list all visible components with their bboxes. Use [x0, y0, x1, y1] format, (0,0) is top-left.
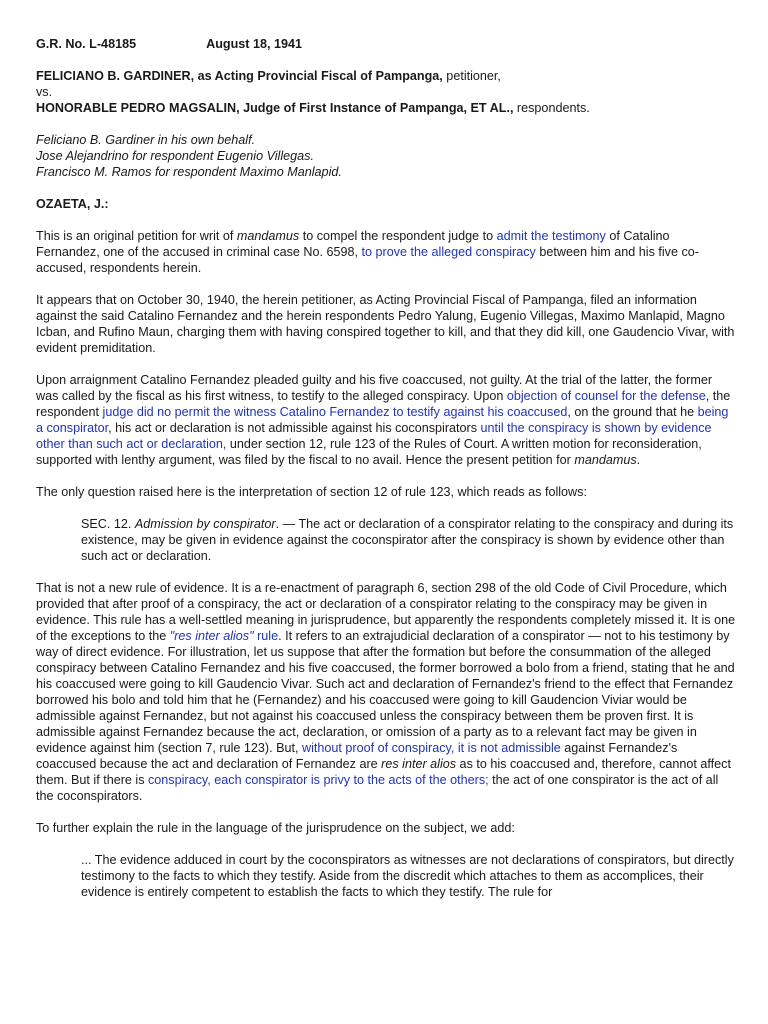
- link-being-a-conspirator[interactable]: being a conspirator: [36, 405, 729, 435]
- case-header: [36, 36, 736, 52]
- link-until-conspiracy-shown[interactable]: until the conspiracy is shown by evidence other than such act or declaration,: [36, 421, 712, 451]
- paragraph-6: To further explain the rule in the language of the jurisprudence on the subject, we add:: [36, 821, 515, 835]
- paragraph-3: Upon arraignment Catalino Fernandez pleaded guilty and his five coaccused, not guilty. At the trial of the latter, the former was called by the fiscal as his first witness, to testify to the alleged conspiracy. Upon objection of counsel for the defense, the respondent judge did no permit the witness Catalino Fernandez to testify against his coaccused, on the ground that he being a conspirator, his act or declaration is not admissible against his coconspirators until the conspiracy is shown by evidence other than such act or declaration, under section 12, rule 123 of the Rules of Court. A written motion for reconsideration, supported with lenthy argument, was filed by the fiscal to no avail. Hence the present petition for mandamus.: [36, 373, 731, 467]
- link-admit-testimony[interactable]: admit the testimony: [496, 229, 606, 243]
- petitioner-name: FELICIANO B. GARDINER, as Acting Provincial Fiscal of Pampanga,: [36, 69, 443, 83]
- link-judge-did-not-permit[interactable]: judge did no permit the witness Catalino Fernandez to testify against his coaccused: [102, 405, 568, 419]
- counsel-line: Feliciano B. Gardiner in his own behalf.: [36, 133, 256, 147]
- document-body: [36, 36, 736, 900]
- link-res-inter-alios[interactable]: "res inter alios": [169, 629, 254, 643]
- gr-number: G.R. No. L-48185: [36, 37, 137, 51]
- counsel-line: Jose Alejandrino for respondent Eugenio Villegas.: [36, 149, 314, 163]
- quoted-section-12: SEC. 12. Admission by conspirator. — The act or declaration of a conspirator relating to the conspiracy and during its existence, may be given in evidence against the coconspirator after the conspiracy is shown by evidence other than such act or declaration.: [81, 517, 734, 563]
- counsel-line: Francisco M. Ramos for respondent Maximo Manlapid.: [36, 165, 342, 179]
- parties-block: [36, 68, 736, 116]
- paragraph-2: It appears that on October 30, 1940, the herein petitioner, as Acting Provincial Fiscal of Pampanga, filed an information against the said Catalino Fernandez and the herein respondents Pedro Yalung, Eugenio Villegas, Maximo Manlapid, Magno Icban, and Rufino Maun, charging them with having conspired together to kill, and that they did kill, one Gaudencio Vivar, with evident premiditation.: [36, 293, 735, 355]
- petitioner-role: petitioner,: [442, 69, 501, 83]
- paragraph-5: That is not a new rule of evidence. It is a re-enactment of paragraph 6, section 298 of the old Code of Civil Procedure, which provided that after proof of a conspiracy, the act or declaration of a conspirator relating to the conspiracy may be given in evidence. This rule has a well-settled meaning in jurisprudence, but apparently the respondents completely missed it. It is one of the exceptions to the "res inter alios" rule. It refers to an extrajudicial declaration of a conspirator — not to his testimony by way of direct evidence. For illustration, let us suppose that after the formation but before the consummation of the alleged conspiracy between Catalino Fernandez and his five coaccused, the former borrowed a bolo from a friend, stating that he and his coaccused were going to kill Gaudencio Vivar. Such act and declaration of Fernandez's friend to the effect that Fernandez borrowed his bolo and told him that he (Fernandez) and his coaccused were going to kill Gaudencion Viviar would be admissible against Fernandez, but not against his coaccused unless the conspiracy between them be proven first. It is admissible against Fernandez because the act, declaration, or omission of a party as to a relevant fact may be given in evidence against him (section 7, rule 123). But, without proof of conspiracy, it is not admissible against Fernandez's coaccused because the act and declaration of Fernandez are res inter alios as to his coaccused and, therefore, cannot affect them. But if there is conspiracy, each conspirator is privy to the acts of the others; the act of one conspirator is the act of all the coconspirators.: [36, 581, 736, 803]
- paragraph-1: This is an original petition for writ of mandamus to compel the respondent judge to admit the testimony of Catalino Fernandez, one of the accused in criminal case No. 6598, to prove the alleged conspiracy between him and his five co-accused, respondents herein.: [36, 229, 699, 275]
- counsel-block: [36, 132, 736, 180]
- link-prove-conspiracy[interactable]: to prove the alleged conspiracy: [361, 245, 536, 259]
- decision-date: August 18, 1941: [206, 37, 302, 51]
- respondent-role: respondents.: [513, 101, 590, 115]
- link-objection-of-counsel[interactable]: objection of counsel for the defense: [506, 389, 706, 403]
- link-rule[interactable]: rule: [253, 629, 279, 643]
- ponente: OZAETA, J.:: [36, 197, 109, 211]
- link-without-proof[interactable]: without proof of conspiracy, it is not admissible: [302, 741, 561, 755]
- paragraph-4: The only question raised here is the interpretation of section 12 of rule 123, which reads as follows:: [36, 485, 587, 499]
- respondent-name: HONORABLE PEDRO MAGSALIN, Judge of First Instance of Pampanga, ET AL.,: [36, 101, 514, 115]
- link-each-conspirator-privy[interactable]: conspiracy, each conspirator is privy to the acts of the others;: [148, 773, 489, 787]
- quoted-jurisprudence: ... The evidence adduced in court by the coconspirators as witnesses are not declarations of conspirators, but directly testimony to the facts to which they testify. Aside from the discredit which attaches to them as accomplices, their evidence is entirely competent to establish the facts to which they testify. The rule for: [81, 853, 734, 899]
- versus: vs.: [36, 85, 53, 99]
